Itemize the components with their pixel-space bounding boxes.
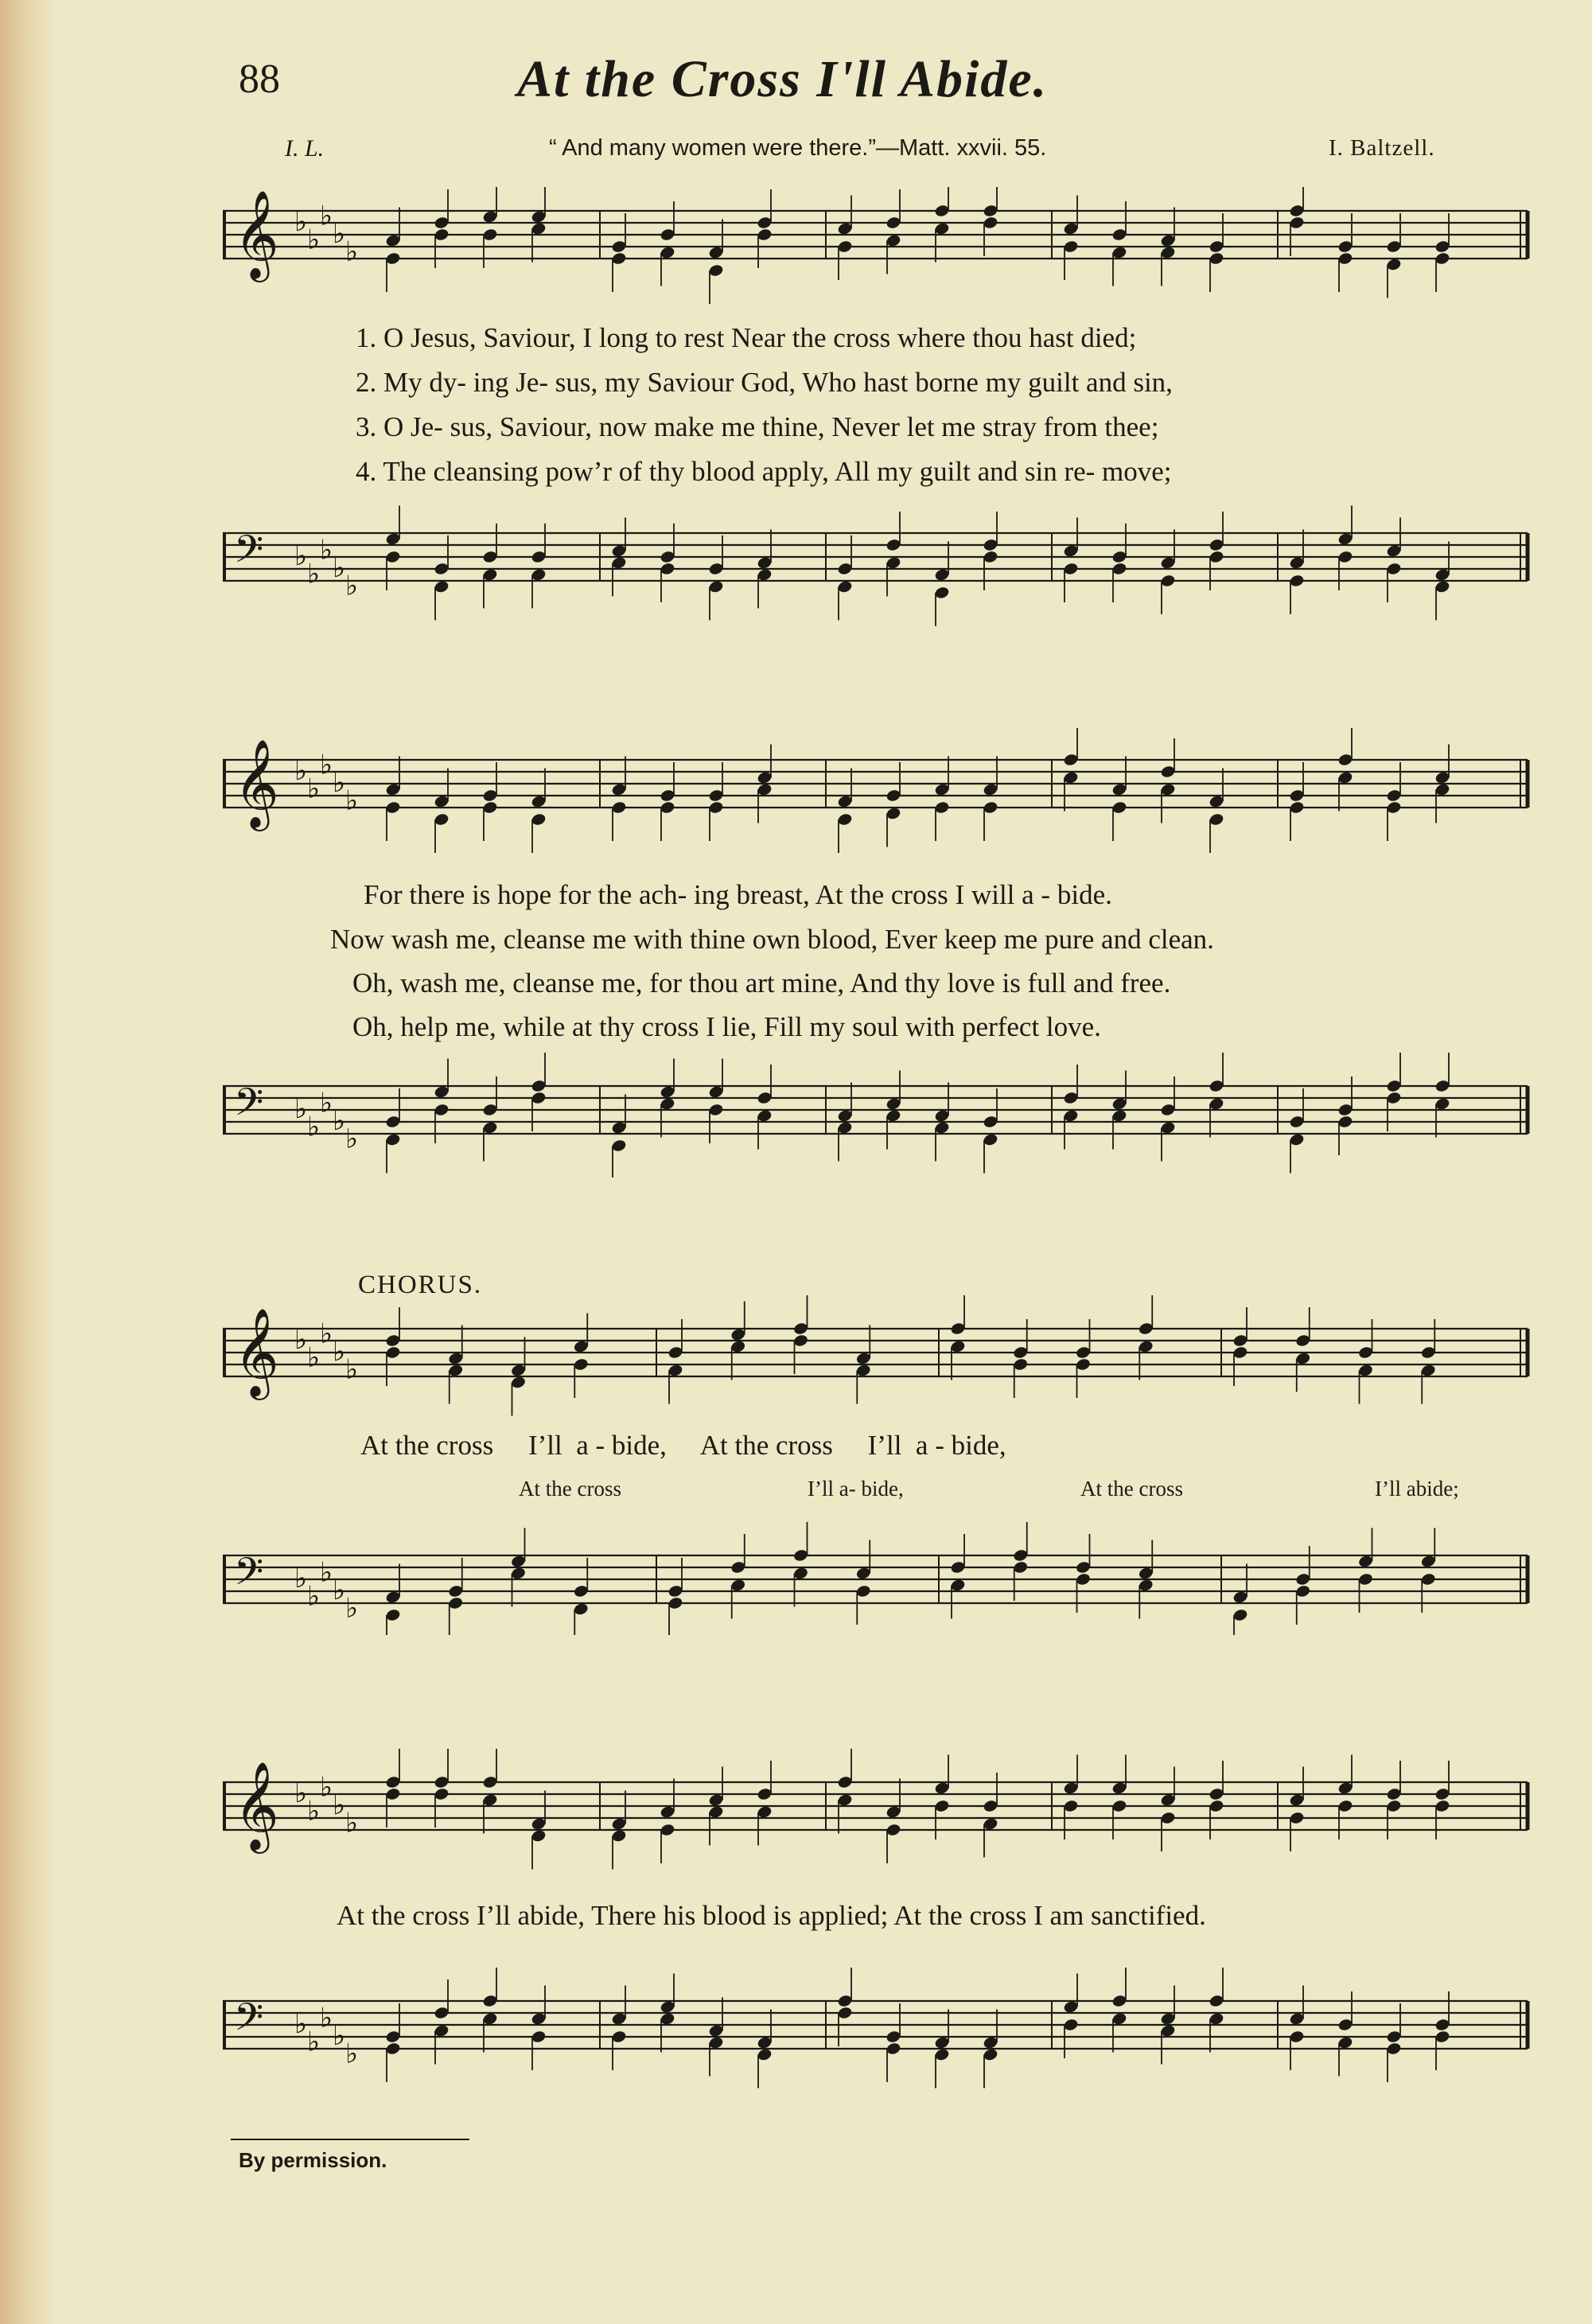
verse-4-line-b: Oh, help me, while at thy cross I lie, Fill my soul with perfect love. — [352, 1011, 1101, 1042]
treble-staff-system-2 — [215, 728, 1536, 863]
bass-staff-system-1 — [215, 497, 1536, 656]
scripture-reference: “ And many women were there.”—Matt. xxvii. 55. — [549, 135, 1047, 161]
chorus-lyric-line-1: At the cross I’ll a - bide, At the cross I’ll a - bide, — [360, 1430, 1006, 1461]
page-binding-edge — [0, 0, 56, 2324]
svg-text:♭: ♭ — [345, 784, 359, 817]
page-number: 88 — [239, 56, 280, 102]
chorus-label: CHORUS. — [358, 1271, 483, 1299]
svg-text:♭: ♭ — [333, 1575, 346, 1606]
svg-text:♭: ♭ — [294, 2008, 308, 2040]
hymn-title: At the Cross I'll Abide. — [517, 50, 1049, 108]
svg-text:♭: ♭ — [333, 218, 346, 250]
verse-2-line-a: 2. My dy- ing Je- sus, my Saviour God, Who hast borne my guilt and sin, — [356, 367, 1173, 398]
verse-1-line-a: 1. O Jesus, Saviour, I long to rest Near the cross where thou hast died; — [356, 322, 1137, 353]
svg-text:♭: ♭ — [294, 1563, 308, 1594]
svg-text:♭: ♭ — [320, 1318, 333, 1350]
svg-text:♭: ♭ — [320, 749, 333, 781]
svg-text:♭: ♭ — [294, 755, 308, 787]
treble-staff-system-3 — [215, 1293, 1536, 1428]
footnote-rule — [231, 2139, 469, 2140]
svg-text:♭: ♭ — [307, 2026, 321, 2058]
svg-text:♭: ♭ — [307, 773, 321, 805]
svg-text:♭: ♭ — [294, 1093, 308, 1125]
svg-text:𝄞: 𝄞 — [234, 189, 279, 278]
bass-echo-2: I’ll a- bide, — [808, 1477, 904, 1501]
svg-text:𝄢: 𝄢 — [234, 1995, 264, 2049]
svg-text:♭: ♭ — [345, 1123, 359, 1155]
svg-text:♭: ♭ — [345, 1807, 359, 1839]
svg-text:♭: ♭ — [345, 1353, 359, 1386]
svg-text:♭: ♭ — [320, 1556, 333, 1589]
svg-text:♭: ♭ — [294, 206, 308, 238]
bass-staff-system-3 — [215, 1500, 1536, 1635]
lyricist-credit: I. L. — [285, 135, 325, 162]
svg-text:♭: ♭ — [307, 1111, 321, 1143]
svg-text:𝄞: 𝄞 — [234, 1761, 279, 1850]
bass-echo-1: At the cross — [519, 1477, 621, 1501]
svg-text:♭: ♭ — [333, 2020, 346, 2052]
verse-4-line-a: 4. The cleansing pow’r of thy blood apply, All my guilt and sin re- move; — [356, 456, 1172, 487]
verse-3-line-b: Oh, wash me, cleanse me, for thou art mine, And thy love is full and free. — [352, 967, 1171, 999]
permission-note: By permission. — [239, 2148, 387, 2172]
verse-2-line-b: Now wash me, cleanse me with thine own blood, Ever keep me pure and clean. — [330, 924, 1214, 955]
svg-text:♭: ♭ — [320, 2002, 333, 2034]
composer-credit: I. Baltzell. — [1329, 135, 1435, 161]
svg-text:♭: ♭ — [345, 236, 359, 268]
svg-text:♭: ♭ — [307, 1795, 321, 1828]
svg-text:♭: ♭ — [294, 1777, 308, 1809]
svg-text:♭: ♭ — [345, 2038, 359, 2070]
treble-staff-system-4 — [215, 1746, 1536, 1882]
svg-text:♭: ♭ — [333, 552, 346, 584]
svg-text:𝄞: 𝄞 — [234, 1307, 279, 1396]
svg-text:♭: ♭ — [333, 1789, 346, 1821]
svg-text:♭: ♭ — [345, 570, 359, 602]
verse-1-line-b: For there is hope for the ach- ing breast, At the cross I will a - bide. — [364, 879, 1112, 910]
svg-text:♭: ♭ — [320, 1771, 333, 1804]
svg-text:♭: ♭ — [294, 1324, 308, 1356]
svg-text:♭: ♭ — [307, 1580, 321, 1613]
svg-text:𝄢: 𝄢 — [234, 1549, 264, 1603]
chorus-lyric-line-2: At the cross I’ll abide, There his blood is applied; At the cross I am sanctified. — [337, 1900, 1206, 1931]
svg-text:♭: ♭ — [320, 1087, 333, 1119]
svg-text:𝄢: 𝄢 — [234, 527, 264, 581]
svg-text:♭: ♭ — [345, 1592, 359, 1625]
bass-echo-4: I’ll abide; — [1375, 1477, 1459, 1501]
svg-text:♭: ♭ — [333, 1336, 346, 1368]
svg-text:♭: ♭ — [307, 1341, 321, 1374]
svg-text:♭: ♭ — [320, 534, 333, 566]
svg-text:𝄢: 𝄢 — [234, 1080, 264, 1134]
svg-text:♭: ♭ — [333, 1105, 346, 1137]
treble-staff-system-1 — [215, 187, 1536, 314]
svg-text:𝄞: 𝄞 — [234, 738, 279, 827]
svg-text:♭: ♭ — [333, 767, 346, 799]
bass-staff-system-2 — [215, 1050, 1536, 1178]
svg-text:♭: ♭ — [307, 558, 321, 590]
svg-text:♭: ♭ — [307, 224, 321, 256]
svg-text:♭: ♭ — [320, 200, 333, 232]
bass-staff-system-4 — [215, 1941, 1536, 2100]
bass-echo-3: At the cross — [1080, 1477, 1183, 1501]
verse-3-line-a: 3. O Je- sus, Saviour, now make me thine, Never let me stray from thee; — [356, 411, 1159, 442]
svg-text:♭: ♭ — [294, 540, 308, 572]
